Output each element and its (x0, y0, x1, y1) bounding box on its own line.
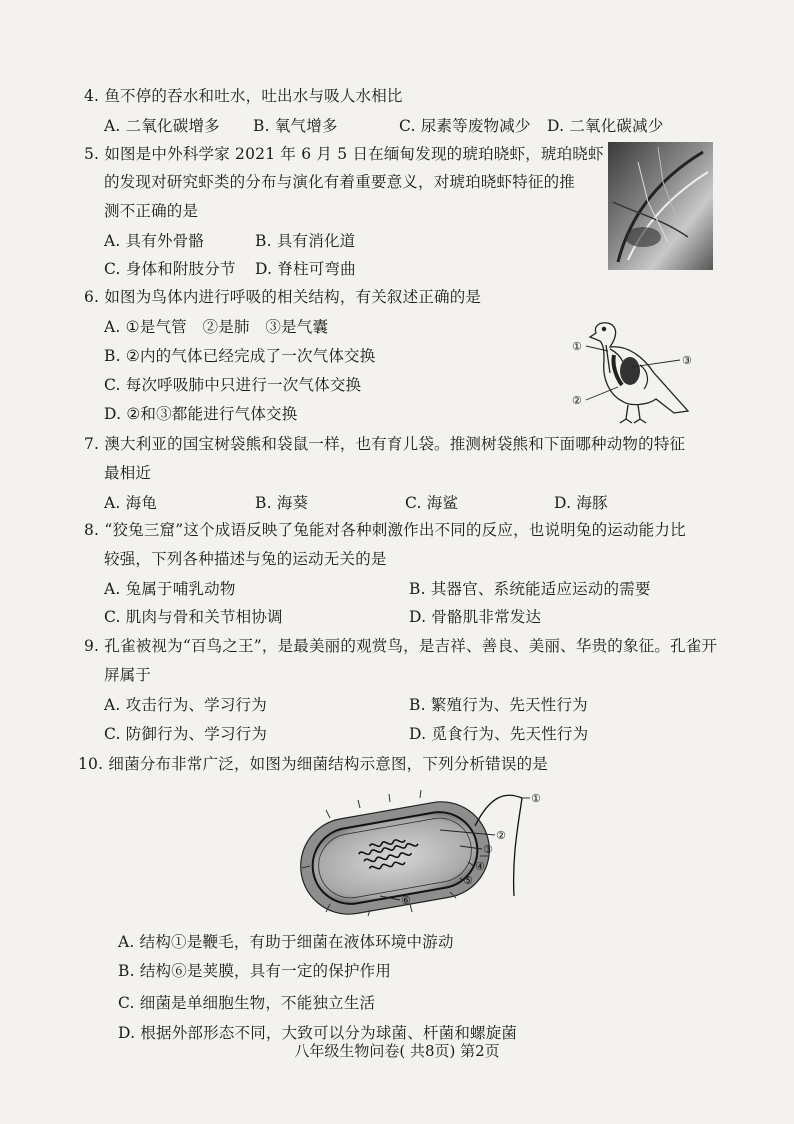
q10-option-a: A. 结构①是鞭毛，有助于细菌在液体环境中游动 (118, 933, 454, 951)
q8-option-c: C. 肌肉与骨和关节相协调 (104, 608, 283, 626)
q7-stem-line1: 7. 澳大利亚的国宝树袋熊和袋鼠一样，也有育儿袋。推测树袋熊和下面哪种动物的特征 (84, 435, 686, 453)
amber-shrimp-photo (608, 142, 713, 270)
q9-option-c: C. 防御行为、学习行为 (104, 725, 268, 743)
q7-option-b: B. 海葵 (255, 494, 309, 512)
q5-stem-line2: 的发现对研究虾类的分布与演化有着重要意义，对琥珀晓虾特征的推 (104, 173, 576, 191)
q8-option-a: A. 兔属于哺乳动物 (104, 580, 236, 598)
q5-option-b: B. 具有消化道 (255, 232, 356, 250)
q4-option-d: D. 二氧化碳减少 (547, 117, 664, 135)
q6-option-a: A. ①是气管 ②是肺 ③是气囊 (104, 318, 329, 336)
q8-stem-line2: 较强，下列各种描述与兔的运动无关的是 (104, 550, 387, 568)
bacterium-label-6: ⑥ (401, 894, 411, 907)
q4-option-b: B. 氧气增多 (253, 117, 338, 135)
q6-option-b: B. ②内的气体已经完成了一次气体交换 (104, 347, 376, 365)
q6-stem: 6. 如图为鸟体内进行呼吸的相关结构，有关叙述正确的是 (84, 288, 482, 306)
q9-stem-line1: 9. 孔雀被视为“百鸟之王”，是最美丽的观赏鸟，是吉祥、善良、美丽、华贵的象征。孔雀开 (84, 637, 718, 655)
q8-stem-line1: 8. “狡兔三窟”这个成语反映了兔能对各种刺激作出不同的反应，也说明兔的运动能力比 (84, 521, 686, 539)
q6-option-c: C. 每次呼吸肺中只进行一次气体交换 (104, 376, 362, 394)
q7-option-c: C. 海鲨 (405, 494, 459, 512)
q4-option-c: C. 尿素等废物减少 (399, 117, 531, 135)
q7-stem-line2: 最相近 (104, 464, 152, 482)
q5-option-d: D. 脊柱可弯曲 (255, 260, 356, 278)
q10-option-c: C. 细菌是单细胞生物，不能独立生活 (118, 994, 376, 1012)
q9-option-d: D. 觅食行为、先天性行为 (409, 725, 589, 743)
q4-option-a: A. 二氧化碳增多 (104, 117, 220, 135)
bacterium-label-2: ② (496, 829, 506, 842)
q5-option-a: A. 具有外骨骼 (104, 232, 205, 250)
q4-stem: 4. 鱼不停的吞水和吐水，吐出水与吸人水相比 (84, 87, 403, 105)
bird-label-3: ③ (682, 354, 692, 367)
bird-label-2: ② (572, 394, 582, 407)
q5-stem-line3: 测不正确的是 (104, 202, 199, 220)
bacterium-label-4: ④ (475, 860, 485, 873)
q10-option-d: D. 根据外部形态不同，大致可以分为球菌、杆菌和螺旋菌 (118, 1024, 518, 1042)
bacterium-structure-diagram (290, 786, 560, 916)
q8-option-d: D. 骨骼肌非常发达 (409, 608, 542, 626)
q5-option-c: C. 身体和附肢分节 (104, 260, 236, 278)
bird-respiratory-diagram (570, 315, 700, 430)
q5-stem-line1: 5. 如图是中外科学家 2021 年 6 月 5 日在缅甸发现的琥珀晓虾，琥珀晓虾 (84, 145, 604, 163)
q9-option-a: A. 攻击行为、学习行为 (104, 696, 267, 714)
q9-stem-line2: 屏属于 (104, 666, 152, 684)
bacterium-label-5: ⑤ (463, 874, 473, 887)
q8-option-b: B. 其器官、系统能适应运动的需要 (409, 580, 651, 598)
page-footer: 八年级生物问卷( 共8页) 第2页 (294, 1042, 500, 1060)
q7-option-d: D. 海豚 (554, 494, 608, 512)
q6-option-d: D. ②和③都能进行气体交换 (104, 405, 298, 423)
q10-option-b: B. 结构⑥是荚膜，具有一定的保护作用 (118, 962, 392, 980)
bird-label-1: ① (572, 340, 582, 353)
bacterium-label-3: ③ (483, 843, 493, 856)
lung-shape (620, 357, 640, 385)
bacterium-label-1: ① (531, 792, 541, 805)
q7-option-a: A. 海龟 (104, 494, 158, 512)
q10-stem: 10. 细菌分布非常广泛，如图为细菌结构示意图，下列分析错误的是 (78, 755, 548, 773)
q9-option-b: B. 繁殖行为、先天性行为 (409, 696, 588, 714)
